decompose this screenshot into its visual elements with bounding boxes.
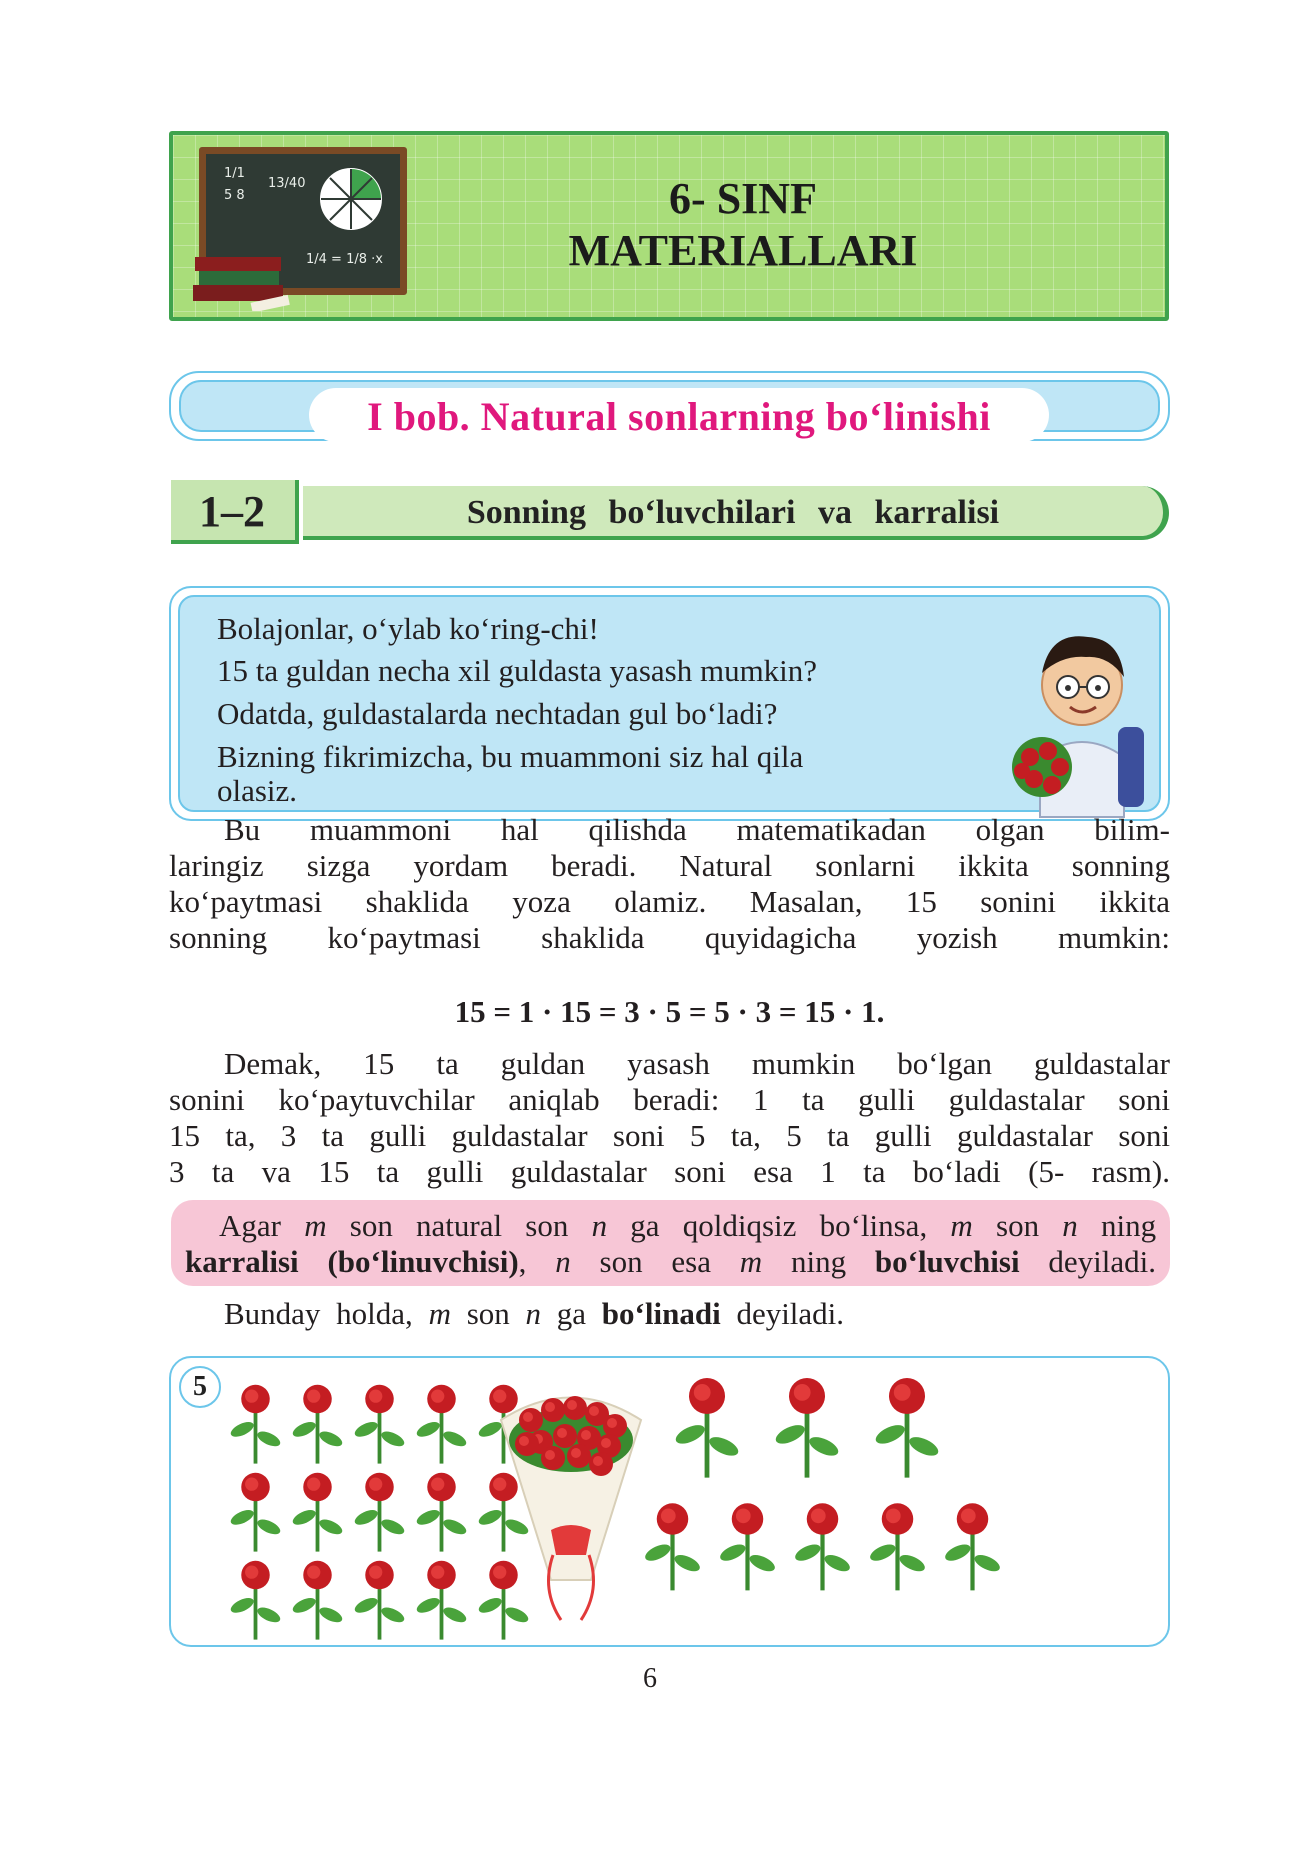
question-box-inner (178, 595, 1161, 812)
chapter-bar-inner (179, 380, 1160, 439)
paragraph-line: sonini ko‘paytuvchilar aniqlab beradi: 1 ta gulli guldastalar soni (169, 1082, 1170, 1117)
single-rose (413, 1380, 470, 1466)
section-number-box (171, 480, 299, 544)
single-rose (227, 1468, 284, 1554)
chalkboard-fraction: 1/1 (224, 166, 245, 181)
rose-bunch (791, 1498, 854, 1593)
conclusion-line: Bunday holda, m son n ga bo‘linadi deyiladi. (224, 1296, 845, 1331)
chapter-pill (309, 388, 1049, 442)
rose-bunch (871, 1372, 943, 1480)
rose-bunch (771, 1372, 843, 1480)
single-rose (289, 1468, 346, 1554)
chalkboard-fraction: 5 8 (224, 188, 245, 203)
question-line: Bizning fikrimizcha, bu muammoni siz hal qila (217, 739, 804, 774)
rose-bunch (671, 1372, 743, 1480)
single-rose (289, 1556, 346, 1642)
single-rose (227, 1556, 284, 1642)
paragraph-line: 3 ta va 15 ta gulli guldastalar soni esa 1 ta bo‘ladi (5- rasm). (169, 1154, 1170, 1189)
question-line: Odatda, guldastalarda nechtadan gul bo‘ladi? (217, 696, 778, 731)
paragraph-line: Demak, 15 ta guldan yasash mumkin bo‘lgan guldastalar (224, 1046, 1170, 1081)
banner-title-line1: 6- SINF (669, 174, 817, 223)
books-icon (191, 253, 291, 311)
chapter-bar (169, 371, 1170, 441)
single-rose (351, 1556, 408, 1642)
rose-bunch (941, 1498, 1004, 1593)
section-title: Sonning bo‘luvchilari va karralisi (466, 494, 1000, 531)
banner-title-line2: MATERIALLARI (568, 226, 918, 275)
single-rose (351, 1468, 408, 1554)
single-rose (227, 1380, 284, 1466)
figure-5 (169, 1356, 1170, 1647)
definition-line: karralisi (bo‘linuvchisi), n son esa m ning bo‘luvchisi deyiladi. (185, 1244, 1156, 1279)
question-line: olasiz. (217, 773, 298, 808)
formula: 15 = 1 · 15 = 3 · 5 = 5 · 3 = 15 · 1. (454, 994, 885, 1029)
section-number: 1–2 (199, 487, 265, 536)
chalkboard-fraction: 13/40 (268, 176, 306, 191)
question-box (169, 586, 1170, 821)
bouquet-illustration (491, 1380, 651, 1630)
question-line: Bolajonlar, o‘ylab ko‘ring-chi! (217, 611, 599, 646)
chalkboard-fraction: 1/4 = 1/8 ·x (306, 252, 383, 267)
single-rose (289, 1380, 346, 1466)
question-line: 15 ta guldan necha xil guldasta yasash mumkin? (217, 653, 818, 688)
paragraph-line: Bu muammoni hal qilishda matematikadan olgan bilim- (224, 812, 1170, 847)
paragraph-line: sonning ko‘paytmasi shaklida quyidagicha yozish mumkin: (169, 920, 1170, 955)
paragraph-line: 15 ta, 3 ta gulli guldastalar soni 5 ta, 5 ta gulli guldastalar soni (169, 1118, 1170, 1153)
single-rose (413, 1556, 470, 1642)
rose-bunch (866, 1498, 929, 1593)
section-title-bar (303, 486, 1169, 540)
single-rose (413, 1468, 470, 1554)
pie-chart-icon (316, 164, 386, 234)
rose-bunch (716, 1498, 779, 1593)
boy-with-bouquet-illustration (1000, 607, 1165, 822)
definition-line: Agar m son natural son n ga qoldiqsiz bo‘linsa, m son n ning (219, 1208, 1157, 1243)
chapter-title: I bob. Natural sonlarning bo‘linishi (367, 394, 991, 439)
paragraph-line: laringiz sizga yordam beradi. Natural sonlarni ikkita sonning (169, 848, 1170, 883)
page-number: 6 (643, 1663, 657, 1694)
figure-number: 5 (179, 1366, 221, 1408)
single-rose (351, 1380, 408, 1466)
paragraph-line: ko‘paytmasi shaklida yoza olamiz. Masalan, 15 sonini ikkita (169, 884, 1170, 919)
header-banner (169, 131, 1169, 321)
definition-box (171, 1200, 1170, 1286)
